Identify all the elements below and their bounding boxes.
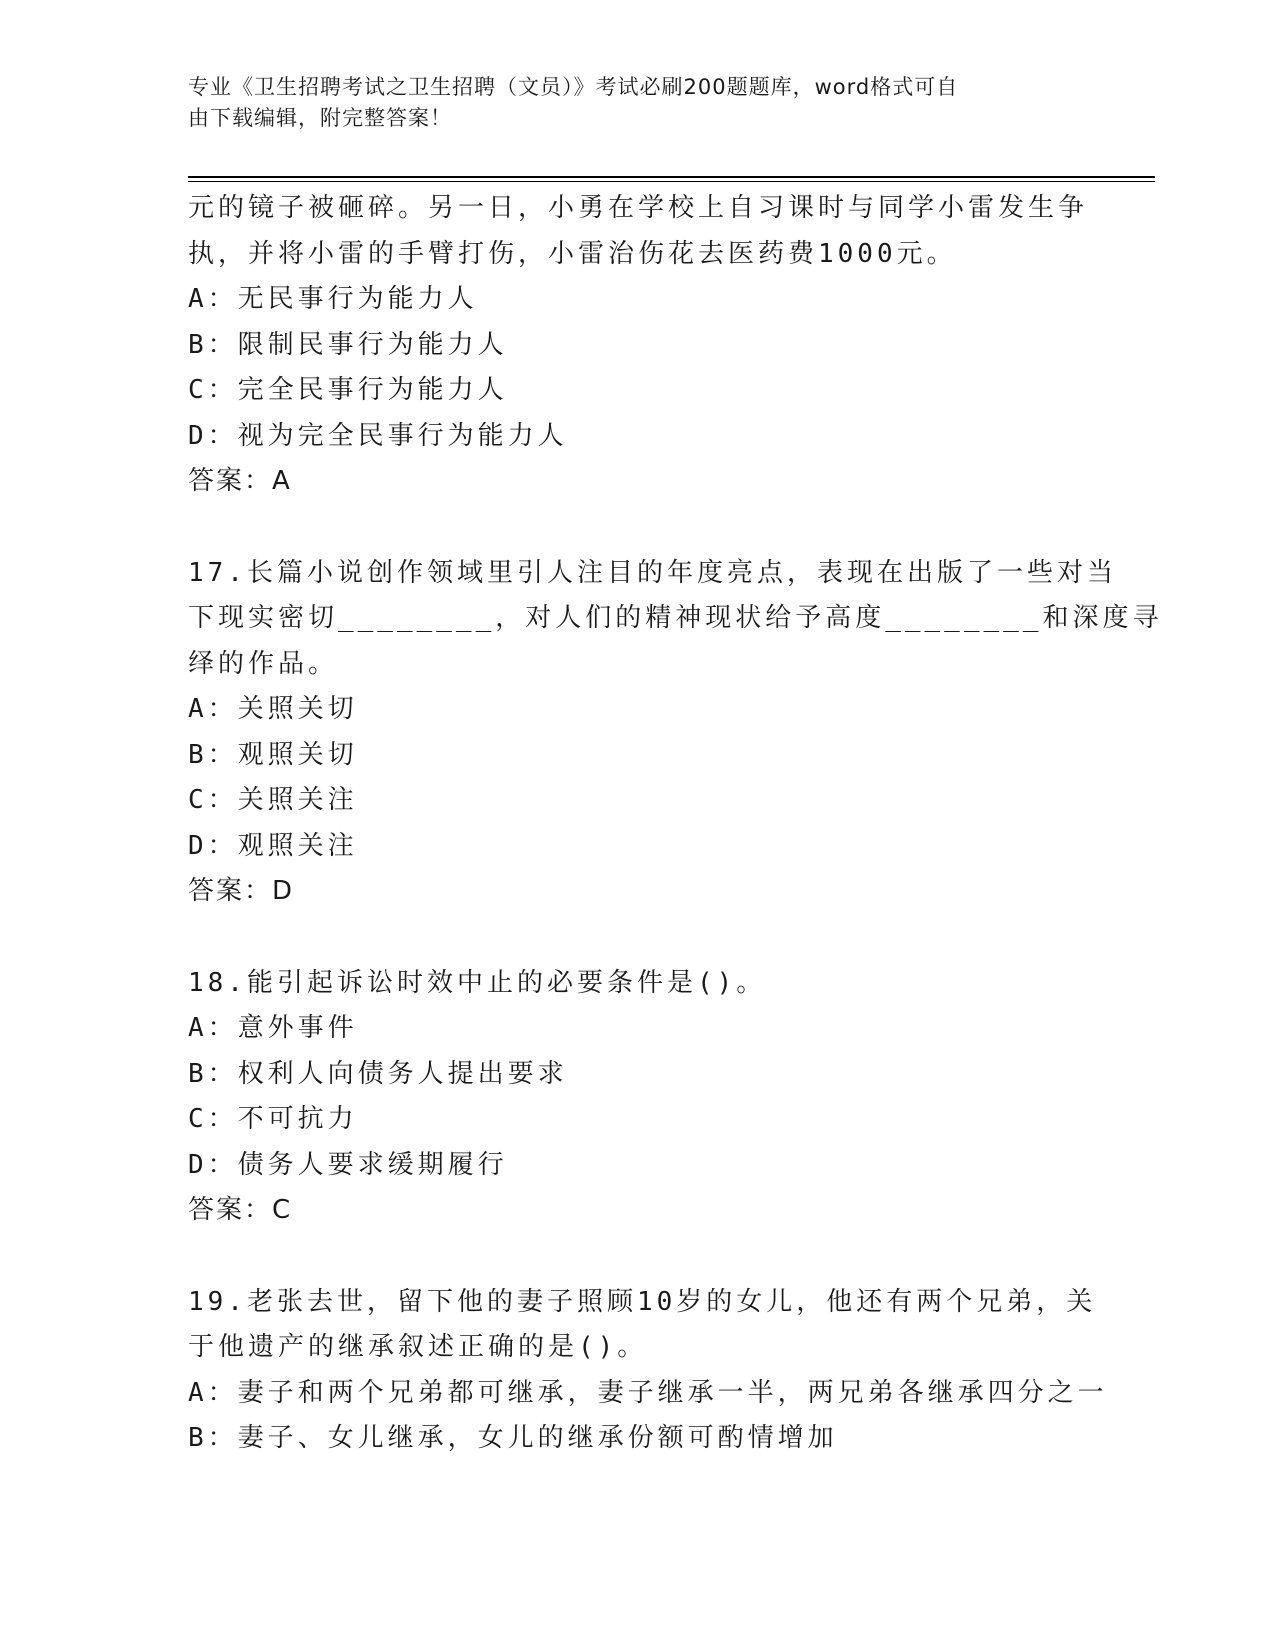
question-18	[188, 961, 1088, 1234]
header-line-2: 由下载编辑，附完整答案！	[188, 106, 452, 130]
spacer	[188, 505, 1088, 551]
question-text-line: 元的镜子被砸碎。另一日，小勇在学校上自习课时与同学小雷发生争	[188, 193, 1089, 223]
question-text-line: 19.老张去世，留下他的妻子照顾10岁的女儿，他还有两个兄弟，关	[188, 1286, 1097, 1317]
option-b: B：权利人向债务人提出要求	[188, 1058, 568, 1089]
question-text-line: 17.长篇小说创作领域里引人注目的年度亮点，表现在出版了一些对当	[188, 557, 1117, 588]
question-text-line: 于他遗产的继承叙述正确的是()。	[188, 1332, 648, 1362]
question-text-line: 18.能引起诉讼时效中止的必要条件是()。	[188, 967, 767, 998]
option-b: B：观照关切	[188, 739, 358, 770]
option-d: D：债务人要求缓期履行	[188, 1149, 508, 1180]
answer-line: 答案：A	[188, 466, 292, 496]
option-a: A：关照关切	[188, 694, 358, 724]
option-d: D：观照关注	[188, 830, 358, 861]
spacer	[188, 915, 1088, 961]
option-a: A：意外事件	[188, 1013, 358, 1043]
option-b: B：妻子、女儿继承，女儿的继承份额可酌情增加	[188, 1423, 838, 1453]
option-b: B：限制民事行为能力人	[188, 329, 508, 360]
question-17	[188, 551, 1163, 915]
option-c: C：完全民事行为能力人	[188, 375, 508, 405]
spacer	[188, 1234, 1088, 1280]
header-divider-thin	[188, 181, 1155, 182]
header-divider-thick	[188, 176, 1155, 178]
option-a: A：无民事行为能力人	[188, 284, 478, 314]
option-c: C：不可抗力	[188, 1104, 358, 1134]
option-d: D：视为完全民事行为能力人	[188, 420, 568, 451]
question-19	[188, 1280, 1108, 1462]
document-body	[188, 186, 1163, 1462]
header-line-1: 专业《卫生招聘考试之卫生招聘（文员）》考试必刷200题题库，word格式可自	[188, 75, 959, 99]
answer-line: 答案：D	[188, 876, 295, 906]
document-header	[188, 72, 1068, 134]
question-16-continuation	[188, 186, 1088, 505]
answer-line: 答案：C	[188, 1195, 293, 1225]
question-text-line: 绎的作品。	[188, 648, 339, 679]
question-text-line: 执，并将小雷的手臂打伤，小雷治伤花去医药费1000元。	[188, 238, 957, 269]
question-text-line: 下现实密切________，对人们的精神现状给予高度________和深度寻	[188, 603, 1163, 633]
option-c: C：关照关注	[188, 785, 358, 815]
option-a: A：妻子和两个兄弟都可继承，妻子继承一半，两兄弟各继承四分之一	[188, 1377, 1108, 1408]
